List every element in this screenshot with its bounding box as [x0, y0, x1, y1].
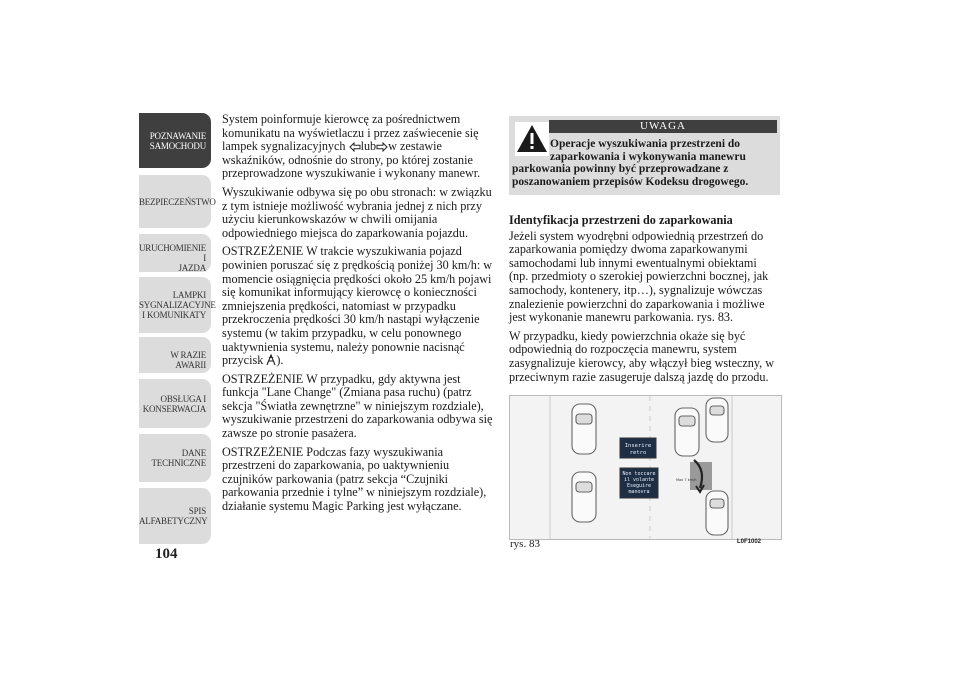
chapter-tab-label: URUCHOMIENIE I: [139, 243, 207, 263]
left-turn-arrow-icon: [349, 142, 361, 152]
chapter-tab-2[interactable]: [139, 175, 216, 228]
warning-box: [509, 116, 780, 195]
paragraph-3: OSTRZEŻENIE W trakcie wyszukiwania pojazd powinien poruszać się z prędkością poniżej 30 km/h: w momencie osiągnięcia prędkości około 25 km/h pojawi się komunikat informujący kierowcę o konieczności zmniejszenia prędkości, natomiast w przypadku przekroczenia prędkości 30 km/h nastąpi wyłączenie systemu (w takim przypadku, w celu ponownego uaktywnienia systemu, należy ponownie nacisnąć przycisk ).: [222, 244, 493, 368]
display-screen-1: [620, 438, 656, 458]
chapter-tab-label: I KOMUNIKATY: [142, 310, 206, 320]
svg-text:retro: retro: [629, 450, 647, 456]
paragraph-4: OSTRZEŻENIE W przypadku, gdy aktywna jest funkcja "Lane Change" (Zmiana pasa ruchu) (patrz sekcja "Światła zewnętrzne" w niniejszym rozdziale), wyszukiwanie przestrzeni do zaparkowania odbywa się zawsze po stronie pasażera.: [222, 371, 493, 441]
parked-car-left-top: [572, 404, 596, 454]
chapter-tab-label: DANE: [181, 448, 206, 458]
chapter-tab-label: SPIS: [188, 506, 206, 516]
figure-caption: rys. 83: [510, 538, 540, 550]
parked-car-left-bottom: [572, 472, 596, 522]
svg-text:il volante: il volante: [623, 477, 655, 483]
figure-code: L0F1002: [737, 539, 762, 545]
svg-text:Inserire: Inserire: [624, 443, 652, 449]
speed-label: Max 7 km/h: [676, 478, 697, 482]
page-number: 104: [155, 546, 178, 562]
chapter-tab-label: W RAZIE AWARII: [170, 350, 206, 370]
left-column: [222, 113, 494, 519]
chapter-tab-label: KONSERWACJA: [142, 403, 206, 414]
chapter-tab-5[interactable]: [139, 337, 211, 373]
svg-text:manovra: manovra: [628, 489, 650, 495]
parked-car-right-bottom: [706, 491, 728, 535]
chapter-tab-label: SAMOCHODU: [149, 140, 206, 151]
chapter-tab-label: SYGNALIZACYJNE: [139, 300, 216, 310]
chapter-tab-6[interactable]: [139, 379, 211, 428]
moving-car: [675, 408, 699, 456]
chapter-tab-label: TECHNICZNE: [151, 458, 206, 468]
svg-text:Eseguire: Eseguire: [626, 483, 652, 489]
svg-text:Non toccare: Non toccare: [622, 471, 656, 477]
parking-button-icon: [266, 354, 276, 366]
paragraph-1: System poinformuje kierowcę za pośrednictwem komunikatu na wyświetlaczu i przez zaświecenie się lampek sygnalizacyjnych lub w zestawie wskaźników, odnośnie do strony, po której zostanie przeprowadzone wyszukiwanie i wykonany manewr.: [222, 112, 481, 181]
chapter-tab-label: OBSŁUGA I: [160, 393, 206, 404]
paragraph-5: OSTRZEŻENIE Podczas fazy wyszukiwania przestrzeni do zaparkowania, po uaktywnieniu czujników parkowania (patrz sekcja “Czujniki parkowania przednie i tylne” w niniejszym rozdziale), działanie systemu Magic Parking jest wyłączane.: [222, 444, 487, 514]
right-column: [509, 214, 775, 389]
parking-illustration: [509, 395, 782, 540]
paragraph-2: Wyszukiwanie odbywa się po obu stronach: w związku z tym istnieje możliwość wybrania jednej z nich przy użyciu kierunkowskazów w chwili omijania odpowiedniego miejsca do zaparkowania pojazdu.: [222, 184, 492, 240]
chapter-tab-1[interactable]: [139, 113, 211, 168]
display-screen-2: [620, 468, 658, 498]
chapter-tab-4[interactable]: [139, 277, 216, 333]
parked-car-right-top: [706, 398, 728, 442]
chapter-tab-7[interactable]: [139, 434, 211, 482]
warning-text: Operacje wyszukiwania przestrzeni do zaparkowania i wykonywania manewru parkowania powinny być przeprowadzane z poszanowaniem przepisów Kodeksu drogowego.: [512, 138, 749, 188]
chapter-tab-label: POZNAWANIE: [149, 130, 206, 141]
parking-diagram: [510, 396, 781, 539]
right-turn-arrow-icon: [376, 142, 388, 152]
chapter-tab-label: ALFABETYCZNY: [139, 516, 208, 526]
chapter-tab-8[interactable]: [139, 488, 211, 544]
paragraph-reverse: W przypadku, kiedy powierzchnia okaże się być odpowiednią do rozpoczęcia manewru, system zasygnalizuje kierowcy, aby włączył bieg wsteczny, w przeciwnym razie zasugeruje dalszą jazdę do przodu.: [509, 328, 775, 384]
chapter-tab-label: JAZDA: [178, 263, 206, 273]
chapter-tab-label: BEZPIECZEŃSTWO: [139, 196, 216, 207]
chapter-tab-3[interactable]: [139, 234, 211, 272]
chapter-tab-label: LAMPKI: [172, 290, 206, 300]
paragraph-identification: Jeżeli system wyodrębni odpowiednią przestrzeń do zaparkowania pomiędzy dwoma zaparkowanymi samochodami lub innymi ewentualnymi obiektami (np. przedmioty o szerokiej powierzchni bocznej, jak samochody, kontenery, itp…), sygnalizuje wówczas znalezienie powierzchni do zaparkowania i możliwe jest wykonanie manewru parkowania. rys. 83.: [509, 228, 769, 325]
warning-title: UWAGA: [549, 120, 777, 133]
section-heading: Identyfikacja przestrzeni do zaparkowania: [509, 213, 733, 227]
